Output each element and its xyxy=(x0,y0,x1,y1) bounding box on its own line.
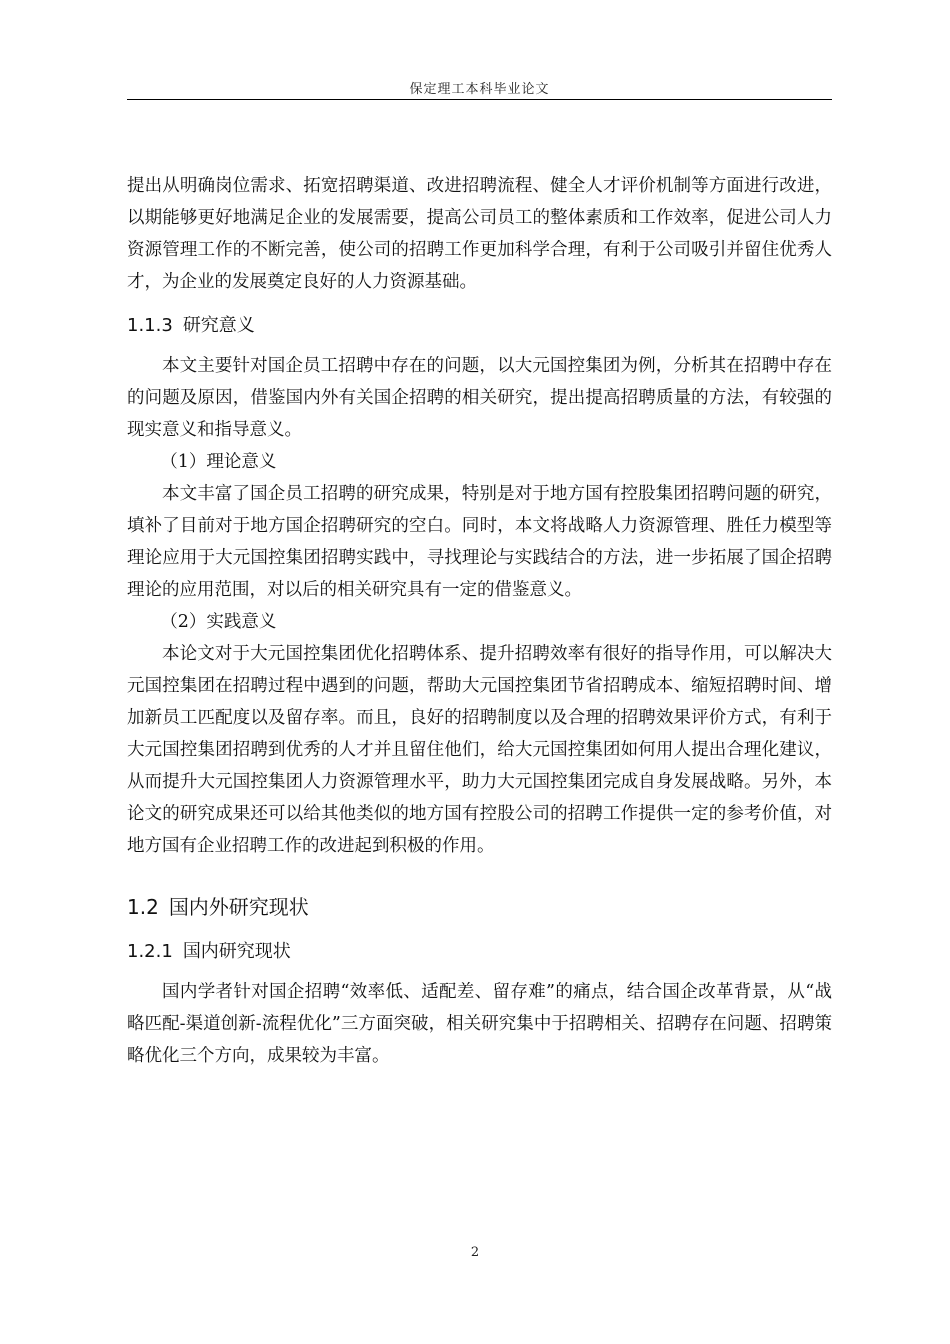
research-significance-paragraph: 本文主要针对国企员工招聘中存在的问题，以大元国控集团为例，分析其在招聘中存在的问题及原因，借鉴国内外有关国企招聘的相关研究，提出提高招聘质量的方法，有较强的现实意义和指导意义。 xyxy=(127,356,832,440)
theory-significance-title: （1）理论意义 xyxy=(160,452,277,472)
section-number: 1.1.3 xyxy=(127,315,173,336)
page-number: 2 xyxy=(470,1245,480,1260)
section-number: 1.2.1 xyxy=(127,941,173,962)
section-heading-1-2 xyxy=(127,892,832,922)
practice-significance-paragraph: 本论文对于大元国控集团优化招聘体系、提升招聘效率有很好的指导作用，可以解决大元国控集团在招聘过程中遇到的问题，帮助大元国控集团节省招聘成本、缩短招聘时间、增加新员工匹配度以及留存率。而且，良好的招聘制度以及合理的招聘效果评价方式，有利于大元国控集团招聘到优秀的人才并且留住他们，给大元国控集团如何用人提出合理化建议，从而提升大元国控集团人力资源管理水平，助力大元国控集团完成自身发展战略。另外，本论文的研究成果还可以给其他类似的地方国有控股公司的招聘工作提供一定的参考价值，对地方国有企业招聘工作的改进起到积极的作用。 xyxy=(127,644,832,856)
running-header: 保定理工本科毕业论文 xyxy=(409,82,550,97)
section-heading-1-1-3 xyxy=(127,312,832,340)
practice-significance-title: （2）实践意义 xyxy=(160,612,277,632)
section-title: 国内外研究现状 xyxy=(168,895,309,919)
section-title: 研究意义 xyxy=(182,315,255,336)
section-number: 1.2 xyxy=(127,895,159,919)
header-divider xyxy=(127,99,832,100)
theory-significance-paragraph: 本文丰富了国企员工招聘的研究成果，特别是对于地方国有控股集团招聘问题的研究，填补了目前对于地方国企招聘研究的空白。同时，本文将战略人力资源管理、胜任力模型等理论应用于大元国控集团招聘实践中，寻找理论与实践结合的方法，进一步拓展了国企招聘理论的应用范围，对以后的相关研究具有一定的借鉴意义。 xyxy=(127,484,832,600)
section-heading-1-2-1 xyxy=(127,938,832,966)
section-title: 国内研究现状 xyxy=(182,941,291,962)
page-body xyxy=(127,170,832,1072)
continued-paragraph: 提出从明确岗位需求、拓宽招聘渠道、改进招聘流程、健全人才评价机制等方面进行改进，以期能够更好地满足企业的发展需要，提高公司员工的整体素质和工作效率，促进公司人力资源管理工作的不断完善，使公司的招聘工作更加科学合理，有利于公司吸引并留住优秀人才，为企业的发展奠定良好的人力资源基础。 xyxy=(127,176,832,292)
domestic-research-paragraph: 国内学者针对国企招聘“效率低、适配差、留存难”的痛点，结合国企改革背景，从“战略匹配-渠道创新-流程优化”三方面突破，相关研究集中于招聘相关、招聘存在问题、招聘策略优化三个方向，成果较为丰富。 xyxy=(127,982,832,1066)
